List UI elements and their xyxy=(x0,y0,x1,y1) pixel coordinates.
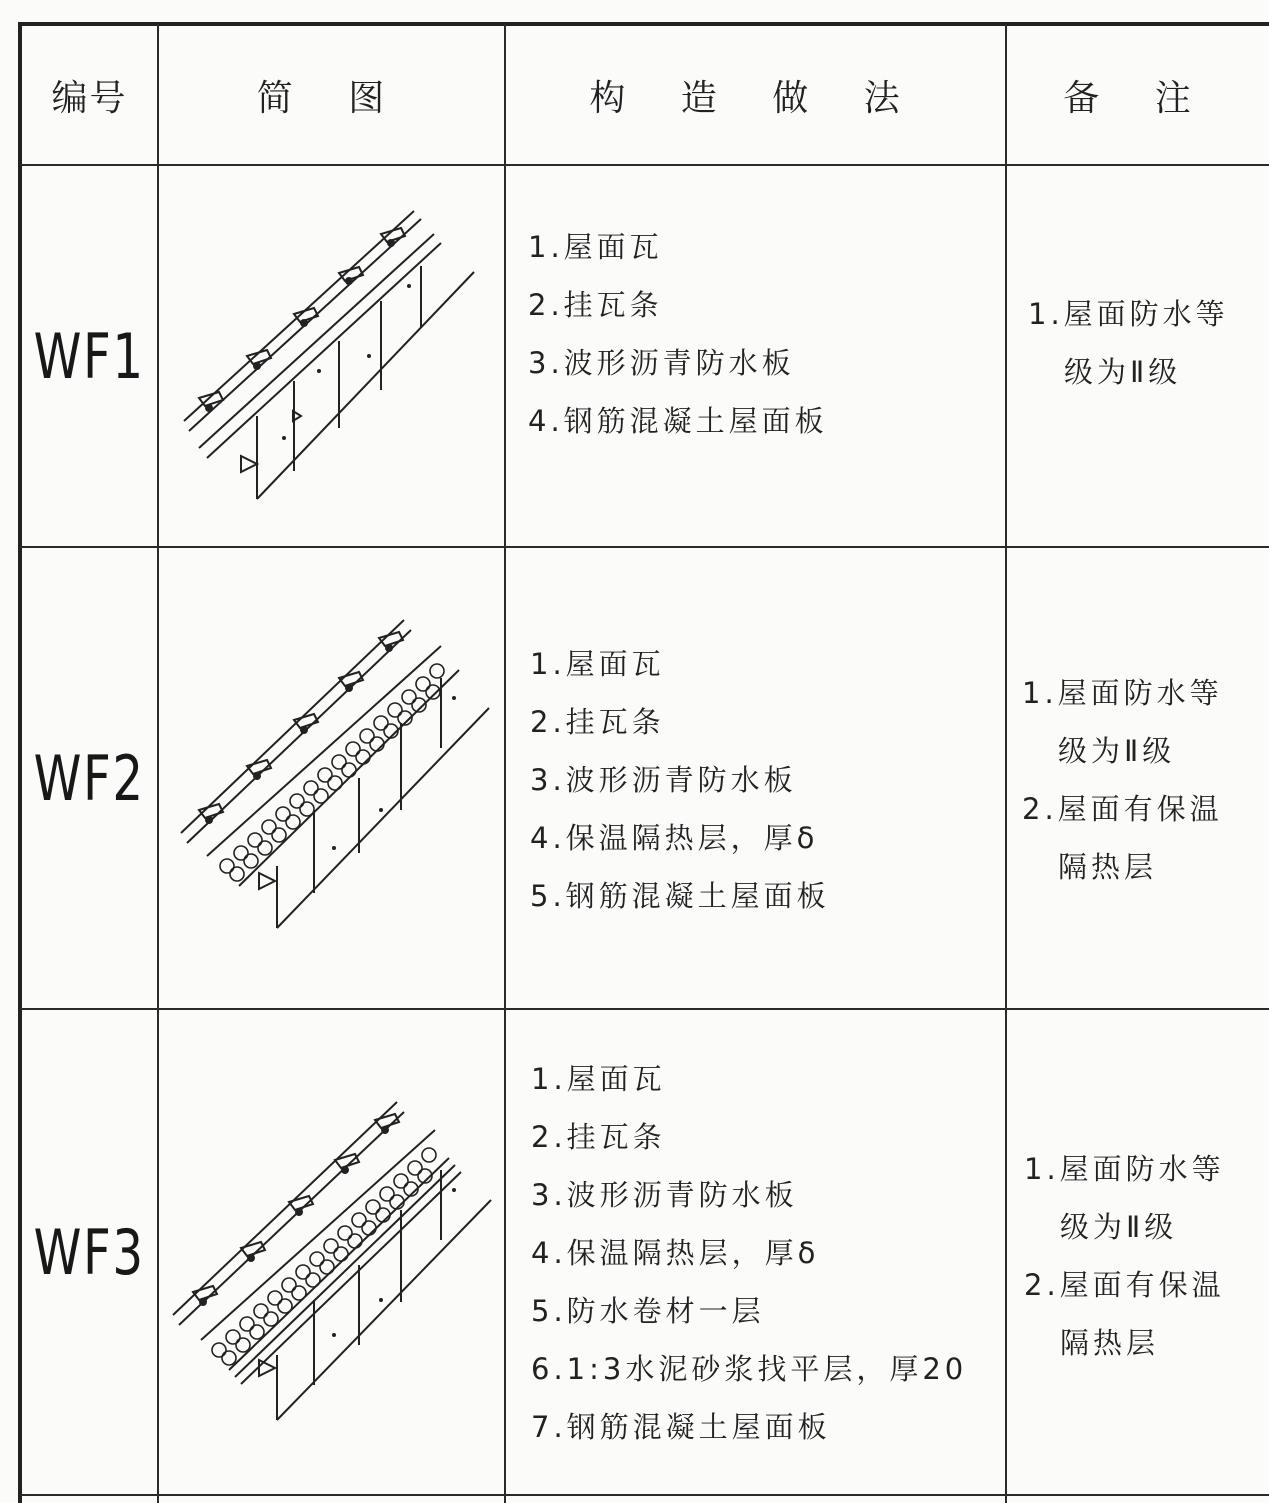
notes-list xyxy=(1024,1140,1225,1372)
row-code-cell xyxy=(22,548,157,1008)
row-code: WF1 xyxy=(33,319,146,393)
header-method: 构 造 做 法 xyxy=(589,77,922,119)
layers-list xyxy=(530,635,830,925)
note-line: 1.屋面防水等 xyxy=(1028,297,1229,331)
layer-item: 3.波形沥青防水板 xyxy=(531,1178,798,1212)
note-line: 1.屋面防水等 xyxy=(1024,1152,1225,1186)
notes-list xyxy=(1028,285,1229,401)
note-line: 1.屋面防水等 xyxy=(1022,676,1223,710)
layer-item: 5.防水卷材一层 xyxy=(531,1294,765,1328)
layer-item: 6.1:3水泥砂浆找平层，厚20 xyxy=(531,1352,968,1386)
roof-section-diagram xyxy=(159,548,504,1008)
note-line: 2.屋面有保温 xyxy=(1022,792,1223,826)
roof-section-diagram xyxy=(159,166,504,546)
row-code: WF2 xyxy=(33,741,146,815)
row-code-cell xyxy=(22,1010,157,1494)
notes-list xyxy=(1022,664,1223,896)
grid-line xyxy=(1005,24,1007,1503)
layers-list xyxy=(528,218,828,450)
layer-item: 4.保温隔热层，厚δ xyxy=(530,821,819,855)
layer-item: 7.钢筋混凝土屋面板 xyxy=(531,1410,831,1444)
note-line: 级为Ⅱ级 xyxy=(1064,355,1182,389)
layer-item: 2.挂瓦条 xyxy=(530,705,665,739)
grid-line xyxy=(504,24,506,1503)
layer-item: 2.挂瓦条 xyxy=(528,288,663,322)
note-line: 级为Ⅱ级 xyxy=(1058,734,1176,768)
layer-item: 1.屋面瓦 xyxy=(531,1062,666,1096)
layer-item: 3.波形沥青防水板 xyxy=(528,346,795,380)
row-code: WF3 xyxy=(33,1215,146,1289)
header-sketch: 简 图 xyxy=(256,77,407,119)
layer-item: 4.保温隔热层，厚δ xyxy=(531,1236,820,1270)
note-line: 2.屋面有保温 xyxy=(1024,1268,1225,1302)
layer-item: 3.波形沥青防水板 xyxy=(530,763,797,797)
note-line: 隔热层 xyxy=(1060,1326,1160,1360)
grid-line xyxy=(20,1494,1269,1496)
note-line: 隔热层 xyxy=(1058,850,1158,884)
layer-item: 2.挂瓦条 xyxy=(531,1120,666,1154)
row-code-cell xyxy=(22,166,157,546)
layer-item: 1.屋面瓦 xyxy=(530,647,665,681)
layer-item: 5.钢筋混凝土屋面板 xyxy=(530,879,830,913)
header-code: 编号 xyxy=(51,77,128,119)
header-note: 备 注 xyxy=(1063,77,1213,119)
layers-list xyxy=(531,1050,967,1456)
layer-item: 1.屋面瓦 xyxy=(528,230,663,264)
roof-section-diagram xyxy=(159,1010,504,1494)
layer-item: 4.钢筋混凝土屋面板 xyxy=(528,404,828,438)
note-line: 级为Ⅱ级 xyxy=(1060,1210,1178,1244)
